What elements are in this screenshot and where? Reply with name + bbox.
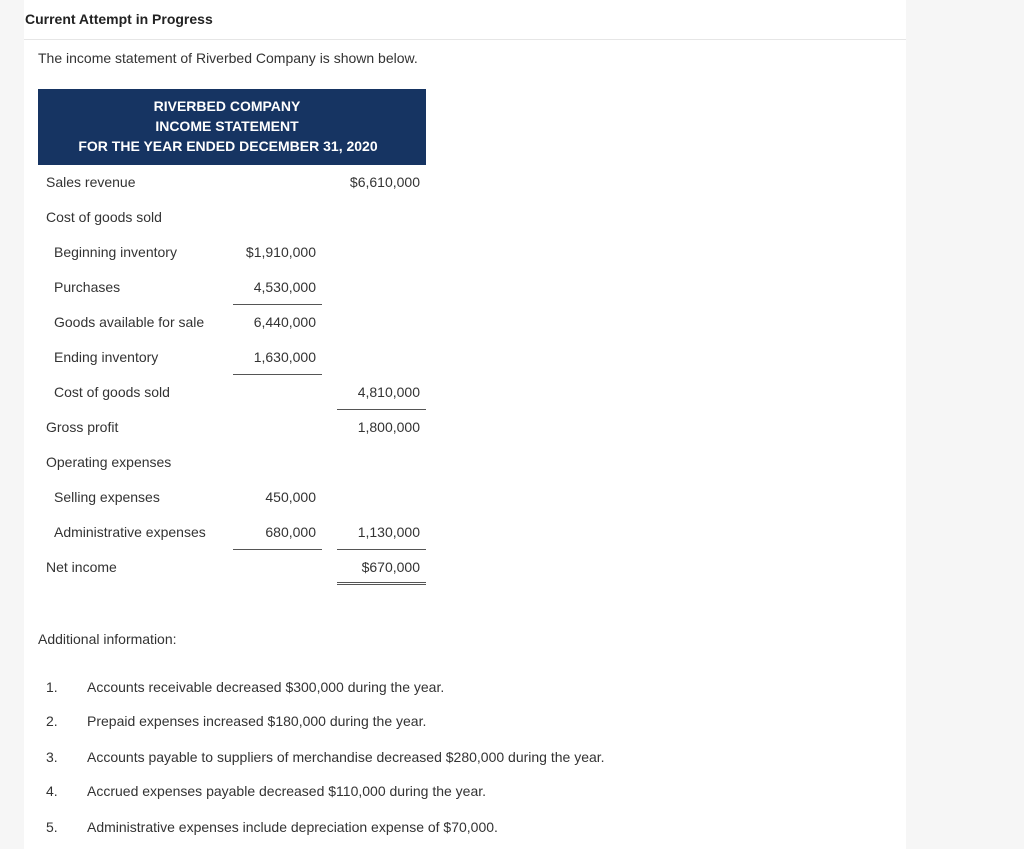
- amount-cell: 680,000: [233, 515, 322, 550]
- item-text: Prepaid expenses increased $180,000 during the year.: [87, 713, 427, 729]
- item-text: Accounts payable to suppliers of merchandise decreased $280,000 during the year.: [87, 749, 605, 765]
- list-item: [24, 749, 906, 779]
- item-number: 4.: [46, 783, 58, 799]
- row-label: Selling expenses: [54, 489, 160, 505]
- amount-cell: 1,800,000: [357, 419, 420, 435]
- row-label: Net income: [46, 559, 117, 575]
- table-row: [38, 305, 426, 340]
- amount-cell: 4,530,000: [233, 270, 322, 305]
- amount-cell: 6,440,000: [253, 314, 316, 330]
- item-text: Accrued expenses payable decreased $110,000 during the year.: [87, 783, 487, 799]
- statement-period: FOR THE YEAR ENDED DECEMBER 31, 2020: [78, 138, 378, 154]
- amount-cell: 1,130,000: [337, 515, 426, 550]
- row-label: Purchases: [54, 279, 121, 295]
- list-item: [24, 783, 906, 813]
- row-label: Sales revenue: [46, 174, 136, 190]
- list-item: [24, 819, 906, 849]
- table-row: [38, 270, 426, 305]
- question-panel: [24, 0, 906, 849]
- list-item: [24, 713, 906, 743]
- row-label: Goods available for sale: [54, 314, 205, 330]
- amount-cell: 450,000: [265, 489, 316, 505]
- amount-cell: 1,630,000: [233, 340, 322, 375]
- amount-cell: $6,610,000: [349, 174, 420, 190]
- row-label: Gross profit: [46, 419, 119, 435]
- item-number: 2.: [46, 713, 58, 729]
- amount-cell: 4,810,000: [337, 375, 426, 410]
- table-row: [38, 340, 426, 375]
- statement-title: INCOME STATEMENT: [155, 118, 299, 134]
- table-row: [38, 200, 426, 235]
- attempt-title: Current Attempt in Progress: [25, 11, 213, 27]
- list-item: [24, 679, 906, 709]
- table-row: [38, 410, 426, 445]
- row-label: Cost of goods sold: [46, 209, 162, 225]
- attempt-header: [24, 0, 906, 40]
- item-number: 3.: [46, 749, 58, 765]
- table-row: [38, 165, 426, 200]
- statement-body: [38, 165, 426, 595]
- item-text: Administrative expenses include depreciation expense of $70,000.: [87, 819, 498, 835]
- row-label: Operating expenses: [46, 454, 172, 470]
- row-label: Administrative expenses: [54, 524, 206, 540]
- item-number: 5.: [46, 819, 58, 835]
- table-row: [38, 445, 426, 480]
- company-name: RIVERBED COMPANY: [153, 98, 301, 114]
- table-row: [38, 515, 426, 550]
- table-row: [38, 550, 426, 585]
- row-label: Beginning inventory: [54, 244, 177, 260]
- amount-cell: $670,000: [337, 550, 426, 585]
- table-row: [38, 480, 426, 515]
- table-row: [38, 235, 426, 270]
- amount-cell: $1,910,000: [245, 244, 316, 260]
- row-label: Cost of goods sold: [54, 384, 170, 400]
- item-number: 1.: [46, 679, 58, 695]
- statement-header: [38, 89, 426, 165]
- row-label: Ending inventory: [54, 349, 159, 365]
- table-row: [38, 375, 426, 410]
- additional-info-title: Additional information:: [38, 631, 177, 647]
- item-text: Accounts receivable decreased $300,000 during the year.: [87, 679, 445, 695]
- intro-text: The income statement of Riverbed Company is shown below.: [38, 50, 418, 66]
